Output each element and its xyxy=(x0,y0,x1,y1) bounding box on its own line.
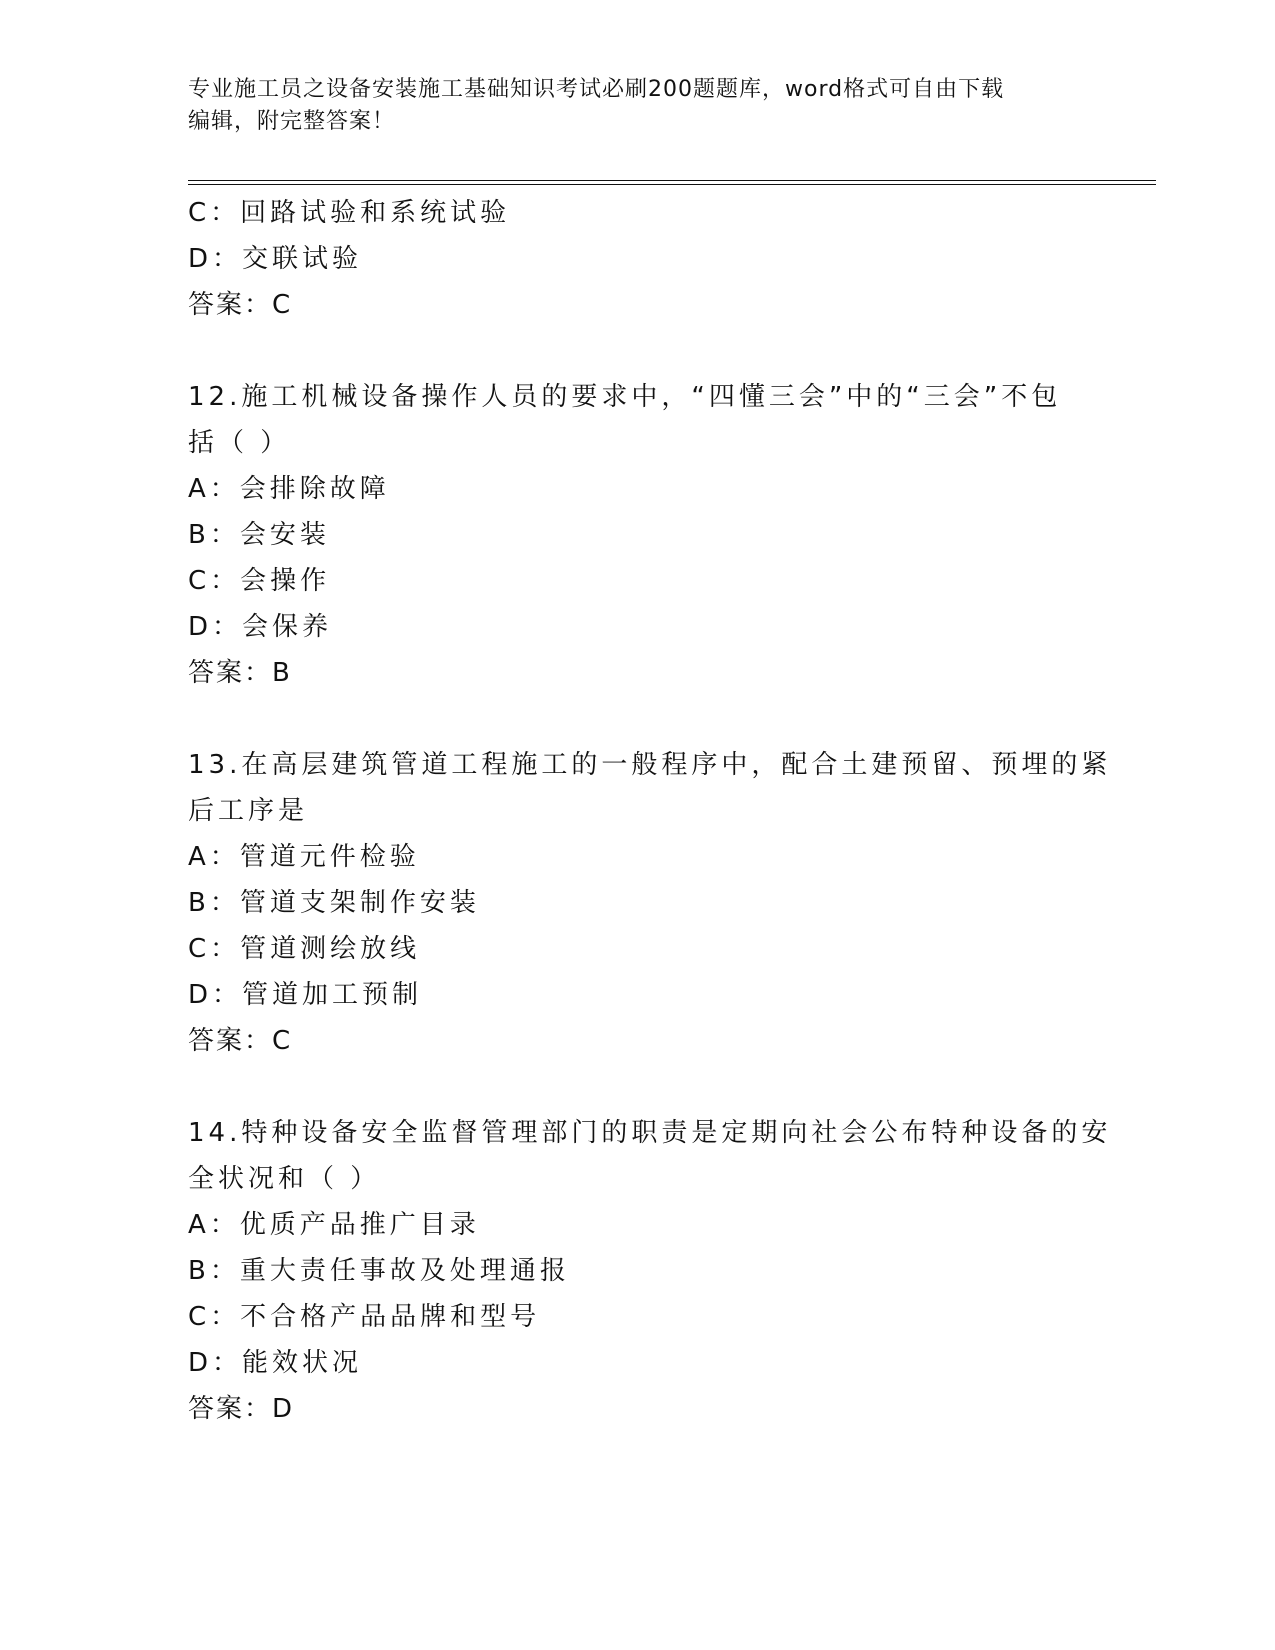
option-a: A：优质产品推广目录 xyxy=(188,1210,480,1240)
answer: 答案：D xyxy=(188,1394,295,1424)
spacer xyxy=(188,328,1088,374)
header-line-2: 编辑，附完整答案！ xyxy=(188,109,396,134)
option-b: B：重大责任事故及处理通报 xyxy=(188,1256,570,1286)
option-a: A：会排除故障 xyxy=(188,474,390,504)
document-body xyxy=(188,190,1112,1432)
spacer xyxy=(188,1064,1088,1110)
question-14 xyxy=(188,1110,1112,1432)
question-stem-line-2: 后工序是 xyxy=(188,796,309,826)
spacer xyxy=(188,696,1088,742)
header-divider-top xyxy=(188,180,1156,181)
option-d: D：管道加工预制 xyxy=(188,980,423,1010)
option-a: A：管道元件检验 xyxy=(188,842,420,872)
option-c: C：管道测绘放线 xyxy=(188,934,421,964)
option-c: C：会操作 xyxy=(188,566,331,596)
header-line-1: 专业施工员之设备安装施工基础知识考试必刷200题题库，word格式可自由下载 xyxy=(188,77,1005,102)
question-11 xyxy=(188,190,1088,328)
option-d: D：会保养 xyxy=(188,612,333,642)
answer: 答案：C xyxy=(188,290,293,320)
question-stem-line-2: 全状况和（ ） xyxy=(188,1164,381,1194)
option-d: D：交联试验 xyxy=(188,244,363,274)
document-header xyxy=(188,74,1088,138)
option-c: C：不合格产品品牌和型号 xyxy=(188,1302,541,1332)
header-divider-bottom xyxy=(188,184,1156,185)
question-stem-line-2: 括（ ） xyxy=(188,428,291,458)
question-12 xyxy=(188,374,1088,696)
option-b: B：管道支架制作安装 xyxy=(188,888,480,918)
answer: 答案：B xyxy=(188,658,292,688)
question-stem-line-1: 13.在高层建筑管道工程施工的一般程序中，配合土建预留、预埋的紧 xyxy=(188,750,1112,780)
question-13 xyxy=(188,742,1112,1064)
option-b: B：会安装 xyxy=(188,520,330,550)
answer: 答案：C xyxy=(188,1026,293,1056)
question-stem-line-1: 12.施工机械设备操作人员的要求中，“四懂三会”中的“三会”不包 xyxy=(188,382,1062,412)
option-d: D：能效状况 xyxy=(188,1348,363,1378)
question-stem-line-1: 14.特种设备安全监督管理部门的职责是定期向社会公布特种设备的安 xyxy=(188,1118,1112,1148)
option-c: C：回路试验和系统试验 xyxy=(188,198,511,228)
